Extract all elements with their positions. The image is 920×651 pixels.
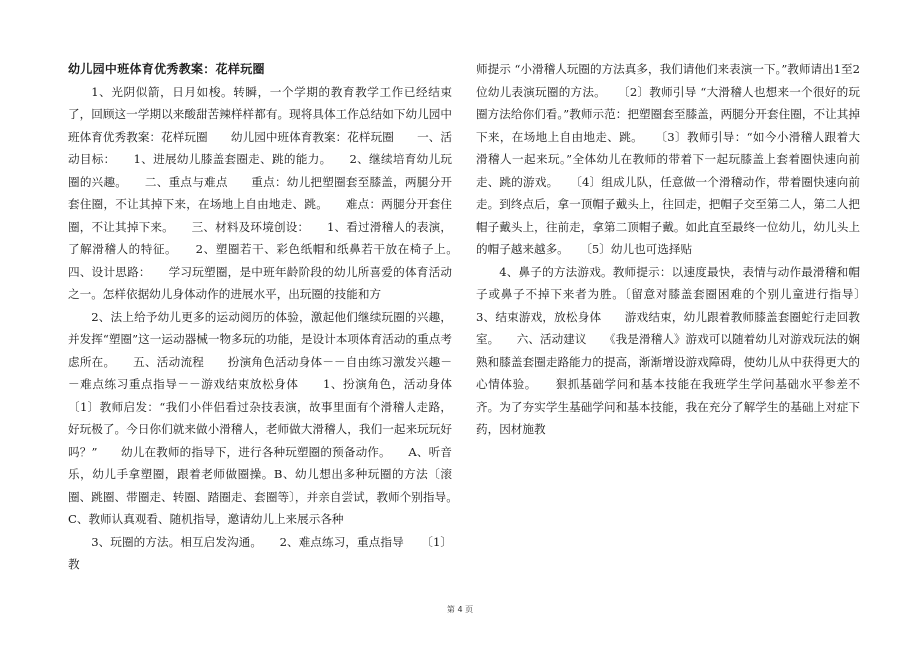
left-column xyxy=(68,58,476,576)
paragraph-2: 2、法上给予幼儿更多的运动阅历的体验，激起他们继续玩圈的兴趣，并发挥“塑圈”这一运动器械一物多玩的功能，是设计本项体育活动的重点考虑所在。 五、活动流程 扮演角色活动身体－－自由练习激发兴趣－－难点练习重点指导－－游戏结束放松身体 1、扮演角色，活动身体 〔1〕教师启发：“我们小伴侣看过杂技表演，故事里面有个滑稽人走路，好玩极了。今日你们就来做小滑稽人，老师做大滑稽人，我们一起来玩玩好吗？” 幼儿在教师的指导下，进行各种玩塑圈的预备动作。 A、听音乐，幼儿手拿塑圈，跟着老师做圈操。B、幼儿想出多种玩圈的方法〔滚圈、跳圈、带圈走、转圈、踏圈走、套圈等〕，并亲自尝试，教师个别指导。 C、教师认真观看、随机指导，邀请幼儿上来展示各种 xyxy=(68,309,476,526)
paragraph-3: 3、玩圈的方法。相互启发沟通。 2、难点练习，重点指导 〔1〕教 xyxy=(68,534,452,571)
page-number: 第 4 页 xyxy=(446,605,474,614)
paragraph-1: 1、光阴似箭，日月如梭。转瞬，一个学期的教育教学工作已经结束了，回顾这一学期以来酸甜苦辣样样都有。现将具体工作总结如下幼儿园中班体育优秀教案：花样玩圈 幼儿园中班体育教案：花样玩圈 一、活动目标： 1、进展幼儿膝盖套圈走、跳的能力。 2、继续培育幼儿玩圈的兴趣。 二、重点与难点 重点：幼儿把塑圈套至膝盖，两腿分开套住圈，不让其掉下来，在场地上自由地走、跳。 难点：两腿分开套住圈，不让其掉下来。 三、材料及环境创设： 1、看过滑稽人的表演，了解滑稽人的特征。 2、塑圈若干、彩色纸帽和纸鼻若干放在椅子上。 四、设计思路： 学习玩塑圈，是中班年龄阶段的幼儿所喜爱的体育活动之一。怎样依据幼儿身体动作的进展水平，出玩圈的技能和方 xyxy=(68,84,476,301)
document-title: 幼儿园中班体育优秀教案：花样玩圈 xyxy=(68,62,265,76)
right-column xyxy=(476,58,884,441)
paragraph-3-continued: 师提示 “小滑稽人玩圈的方法真多，我们请他们来表演一下。”教师请出1至2位幼儿表演玩圈的方法。 〔2〕教师引导 “大滑稽人也想来一个很好的玩圈方法给你们看。”教师示范：把塑圈套至膝盖，两腿分开套住圈，不让其掉下来，在场地上自由地走、跳。 〔3〕教师引导：“如今小滑稽人跟着大滑稽人一起来玩。”全体幼儿在教师的带着下一起玩膝盖上套着圈快速向前走、跳的游戏。 〔4〕组成儿队，任意做一个滑稽动作，带着圈快速向前走。到终点后，拿一顶帽子戴头上，往回走，把帽子交至第二人，第二人把帽子戴头上，往前走，拿第二顶帽子戴。如此直至最终一位幼儿，幼儿头上的帽子越来越多。 〔5〕幼儿也可选择贴 xyxy=(476,62,860,256)
paragraph-4: 4、鼻子的方法游戏。教师提示：以速度最快，表情与动作最滑稽和帽子或鼻子不掉下来者为胜。〔留意对膝盖套圈困难的个别儿童进行指导〕 3、结束游戏，放松身体 游戏结束，幼儿跟着教师膝盖套圈蛇行走回教室。 六、活动建议 《我是滑稽人》游戏可以随着幼儿对游戏玩法的娴熟和膝盖套圈走路能力的提高，渐渐增设游戏障碍，使幼儿从中获得更大的心情体验。 狠抓基础学问和基本技能在我班学生学问基础水平参差不齐。为了夯实学生基础学问和基本技能，我在充分了解学生的基础上对症下药，因材施教 xyxy=(476,264,884,436)
